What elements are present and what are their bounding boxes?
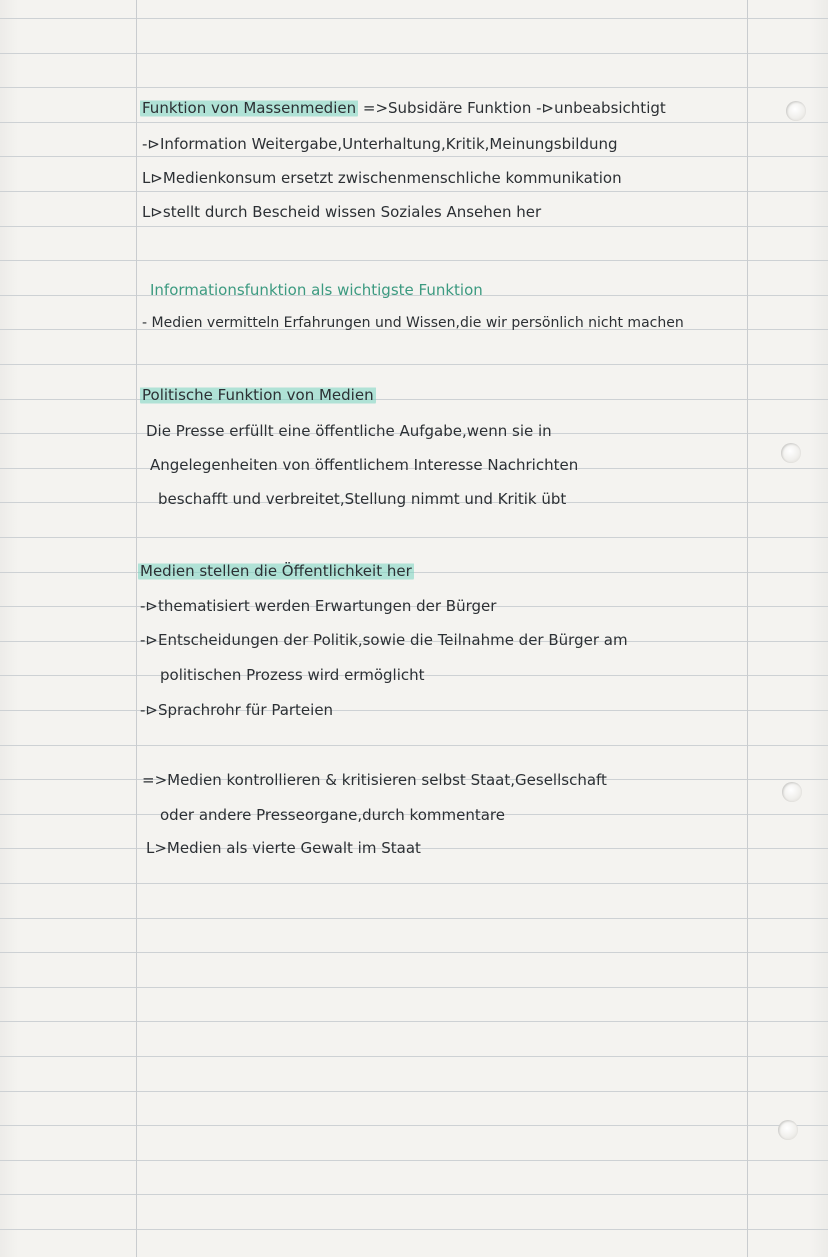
punch-hole [781, 443, 801, 463]
heading-massenmedien: Funktion von Massenmedien [142, 99, 357, 117]
ruled-line [0, 745, 828, 746]
note-line: L⊳stellt durch Bescheid wissen Soziales Ansehen her [142, 203, 542, 221]
ruled-line [0, 18, 828, 19]
punch-hole [786, 101, 806, 121]
ruled-line [0, 260, 828, 261]
ruled-line [0, 572, 828, 573]
note-line: -⊳Entscheidungen der Politik,sowie die Teilnahme der Bürger am [140, 631, 628, 649]
ruled-line [0, 918, 828, 919]
ruled-line [0, 1160, 828, 1161]
ruled-line [0, 1229, 828, 1230]
punch-hole [782, 782, 802, 802]
ruled-line [0, 87, 828, 88]
ruled-line [0, 1021, 828, 1022]
ruled-line [0, 399, 828, 400]
ruled-line [0, 952, 828, 953]
heading-massenmedien-suffix: =>Subsidäre Funktion -⊳unbeabsichtigt [362, 99, 666, 117]
ruled-line [0, 537, 828, 538]
ruled-line [0, 1091, 828, 1092]
ruled-line [0, 156, 828, 157]
heading-politische-funktion: Politische Funktion von Medien [142, 386, 374, 404]
ruled-line [0, 1125, 828, 1126]
note-line: -⊳Sprachrohr für Parteien [140, 701, 334, 719]
ruled-line [0, 53, 828, 54]
note-line: oder andere Presseorgane,durch kommentare [160, 806, 505, 824]
ruled-line [0, 1056, 828, 1057]
ruled-line [0, 710, 828, 711]
punch-hole [778, 1120, 798, 1140]
note-line: - Medien vermitteln Erfahrungen und Wissen,die wir persönlich nicht machen [142, 315, 684, 331]
ruled-line [0, 364, 828, 365]
heading-oeffentlichkeit-line [138, 561, 414, 581]
note-line: Die Presse erfüllt eine öffentliche Aufgabe,wenn sie in [146, 422, 552, 440]
note-line: Angelegenheiten von öffentlichem Interesse Nachrichten [150, 456, 579, 474]
right-margin-line [747, 0, 748, 1257]
note-line: =>Medien kontrollieren & kritisieren selbst Staat,Gesellschaft [142, 771, 607, 789]
heading-oeffentlichkeit: Medien stellen die Öffentlichkeit her [140, 562, 412, 580]
heading-politische-funktion-line [140, 385, 376, 405]
ruled-line [0, 883, 828, 884]
left-margin-line [136, 0, 137, 1257]
ruled-line [0, 987, 828, 988]
note-line: -⊳Information Weitergabe,Unterhaltung,Kritik,Meinungsbildung [142, 135, 618, 153]
ruled-line [0, 122, 828, 123]
note-line: politischen Prozess wird ermöglicht [160, 666, 425, 684]
note-line: beschafft und verbreitet,Stellung nimmt und Kritik übt [158, 490, 567, 508]
ruled-line [0, 191, 828, 192]
heading-informationsfunktion: Informationsfunktion als wichtigste Funktion [150, 281, 483, 299]
note-line: L>Medien als vierte Gewalt im Staat [146, 839, 421, 857]
note-line: L⊳Medienkonsum ersetzt zwischenmenschliche kommunikation [142, 169, 622, 187]
ruled-line [0, 226, 828, 227]
ruled-line [0, 1194, 828, 1195]
heading-massenmedien-line [140, 98, 666, 118]
note-line: -⊳thematisiert werden Erwartungen der Bürger [140, 597, 497, 615]
